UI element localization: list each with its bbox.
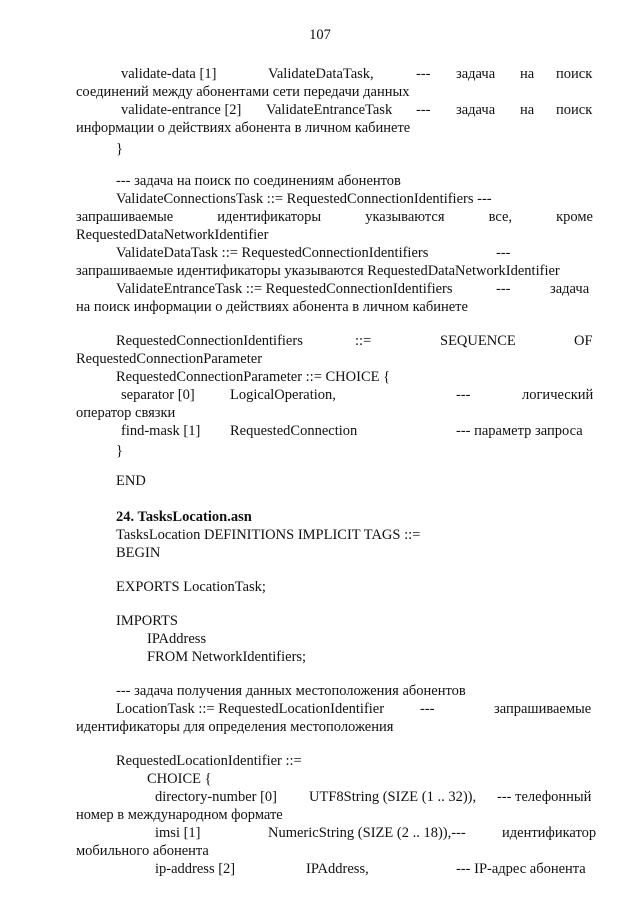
text-token: задача (456, 66, 496, 82)
code-token: --- (456, 387, 471, 403)
code-token: RequestedConnection (230, 423, 358, 439)
code-line: ValidateConnectionsTask ::= RequestedConnectionIdentifiers --- (116, 191, 492, 207)
text-token: идентификаторы (217, 209, 322, 225)
code-token: validate-data [1] (121, 66, 217, 82)
comment-line: --- задача получения данных местоположения абонентов (116, 683, 466, 699)
text-token: кроме (556, 209, 593, 225)
text-token: поиск (556, 66, 593, 82)
code-token: --- (420, 701, 435, 717)
code-line: IPAddress (147, 631, 207, 647)
code-token: OF (574, 333, 593, 349)
code-token: NumericString (SIZE (2 .. 18)),--- (268, 825, 466, 841)
text-token: поиск (556, 102, 593, 118)
text-token: запрашиваемые (76, 209, 174, 225)
text-token: задача (550, 281, 590, 297)
closing-brace: } (116, 443, 123, 459)
code-token: directory-number [0] (155, 789, 277, 805)
code-line: FROM NetworkIdentifiers; (147, 649, 307, 665)
code-line: TasksLocation DEFINITIONS IMPLICIT TAGS ::= (116, 527, 421, 543)
code-line: ValidateEntranceTask ::= RequestedConnectionIdentifiers (116, 281, 453, 297)
code-line: END (116, 473, 146, 489)
text-line: оператор связки (76, 405, 176, 421)
code-token: SEQUENCE (440, 333, 516, 349)
comment-token: --- IP-адрес абонента (456, 861, 586, 877)
text-line: соединений между абонентами сети передачи данных (76, 84, 410, 100)
text-line: информации о действиях абонента в личном кабинете (76, 120, 411, 136)
code-token: ip-address [2] (155, 861, 236, 877)
code-line: IMPORTS (116, 613, 178, 629)
text-line: номер в международном формате (76, 807, 283, 823)
code-line: ValidateDataTask ::= RequestedConnectionIdentifiers (116, 245, 429, 261)
text-token: на (520, 102, 535, 118)
code-token: IPAddress, (306, 861, 369, 877)
code-line: CHOICE { (147, 771, 212, 787)
code-token: --- (416, 66, 431, 82)
code-line: RequestedConnectionParameter ::= CHOICE { (116, 369, 391, 385)
text-line: на поиск информации о действиях абонента в личном кабинете (76, 299, 468, 315)
code-token: ValidateEntranceTask (266, 102, 393, 118)
text-token: указываются (365, 209, 445, 225)
text-line: мобильного абонента (76, 843, 209, 859)
code-token: imsi [1] (155, 825, 201, 841)
code-token: --- (496, 281, 511, 297)
code-token: UTF8String (SIZE (1 .. 32)), (309, 789, 477, 805)
comment-line: --- задача на поиск по соединениям абонентов (116, 173, 401, 189)
comment-token: --- телефонный (497, 789, 592, 805)
text-line: идентификаторы для определения местоположения (76, 719, 394, 735)
code-token: LogicalOperation, (230, 387, 336, 403)
code-token: validate-entrance [2] (121, 102, 242, 118)
code-line: RequestedDataNetworkIdentifier (76, 227, 269, 243)
code-line: LocationTask ::= RequestedLocationIdentifier (116, 701, 385, 717)
code-line: RequestedLocationIdentifier ::= (116, 753, 302, 769)
comment-token: --- параметр запроса (456, 423, 583, 439)
code-line: BEGIN (116, 545, 161, 561)
text-line: запрашиваемые идентификаторы указываются RequestedDataNetworkIdentifier (76, 263, 560, 279)
page-number: 107 (309, 27, 331, 43)
text-token: все, (488, 209, 513, 225)
code-line: RequestedConnectionParameter (76, 351, 263, 367)
section-heading: 24. TasksLocation.asn (116, 509, 252, 525)
text-token: запрашиваемые (494, 701, 592, 717)
code-line: EXPORTS LocationTask; (116, 579, 266, 595)
code-token: --- (496, 245, 511, 261)
code-token: --- (416, 102, 431, 118)
code-token: ValidateDataTask, (268, 66, 374, 82)
text-token: задача (456, 102, 496, 118)
code-token: ::= (355, 333, 372, 349)
text-token: на (520, 66, 535, 82)
code-token: find-mask [1] (121, 423, 201, 439)
code-token: separator [0] (121, 387, 195, 403)
justified-line (76, 208, 593, 227)
text-token: идентификатор (502, 825, 597, 841)
text-token: логический (522, 387, 594, 403)
code-token: RequestedConnectionIdentifiers (116, 333, 303, 349)
closing-brace: } (116, 141, 123, 157)
